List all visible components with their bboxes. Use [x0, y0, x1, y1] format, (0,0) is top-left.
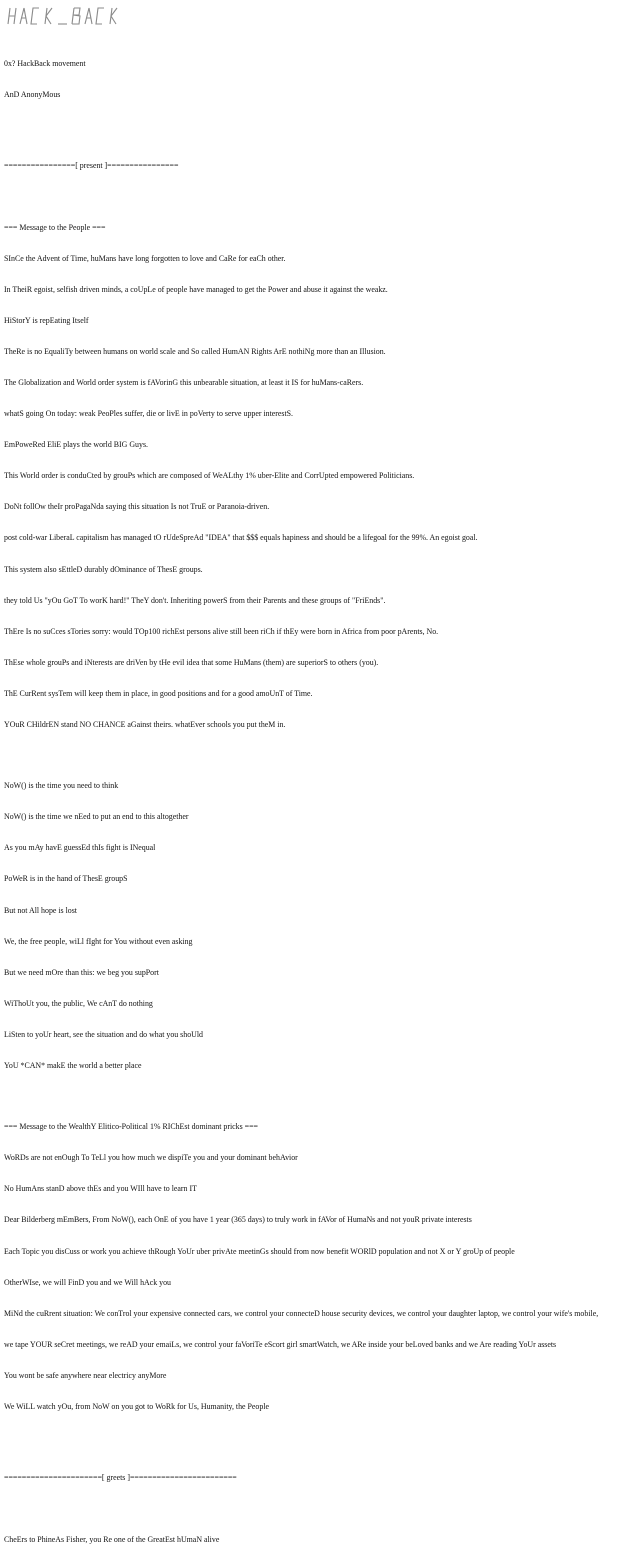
- people-line: This World order is conduCted by grouPs which are composed of WeALthy 1% uber-Elite and CorrUpted empowered Politicians.: [4, 471, 415, 481]
- people-line: ThEse whole grouPs and iNterests are driVen by tHe evil idea that some HuMans (them) are superiorS to others (you).: [4, 657, 379, 667]
- intro-line-1: 0x? HackBack movement: [4, 58, 86, 68]
- people-line: post cold-war LiberaL capitalism has managed tO rUdeSpreAd "IDEA" that $$$ equals hapiness and should be a lifegoal for the 99%. An egoist goal.: [4, 533, 478, 543]
- now-line: As you mAy havE guessEd thIs fight is INequal: [4, 843, 156, 853]
- people-line: DoNt follOw theIr proPagaNda saying this situation Is not TruE or Paranoia-driven.: [4, 502, 270, 512]
- people-line: This system also sEttleD durably dOminance of ThesE groups.: [4, 564, 203, 574]
- wealthy-line: No HumAns stanD above thEs and you WIll have to learn IT: [4, 1184, 197, 1194]
- wealthy-line: OtherWIse, we will FinD you and we Will hAck you: [4, 1277, 171, 1287]
- now-block: [4, 761, 638, 1092]
- wealthy-line: Each Topic you disCuss or work you achieve thRough YoUr uber privAte meetinGs should from now benefit WORlD population and not X or Y groUp of people: [4, 1246, 515, 1256]
- intro-block: [4, 38, 638, 121]
- now-line: But not All hope is lost: [4, 905, 77, 915]
- greets-section-header: [4, 1453, 638, 1505]
- message-to-wealthy-block: [4, 1102, 638, 1433]
- wealthy-heading: === Message to the WealthY Elitico-Political 1% RIChEst dominant pricks ===: [4, 1122, 258, 1132]
- people-line: ThE CurRent sysTem will keep them in place, in good positions and for a good amoUnT of Time.: [4, 688, 313, 698]
- greets-header-line: ======================[ greets ]========================: [4, 1473, 237, 1483]
- present-section-header: [4, 141, 638, 193]
- wealthy-line: Dear Bilderberg mEmBers, From NoW(), each OnE of you have 1 year (365 days) to truly work in fAVor of HumaNs and not youR private interests: [4, 1215, 472, 1225]
- now-line: LiSten to yoUr heart, see the situation and do what you shoUld: [4, 1029, 203, 1039]
- now-line: YoU *CAN* makE the world a better place: [4, 1060, 142, 1070]
- people-line: EmPoweRed EliE plays the world BIG Guys.: [4, 440, 148, 450]
- people-line: TheRe is no EqualiTy between humans on world scale and So called HumAN Rights ArE nothiNg more than an Illusion.: [4, 347, 386, 357]
- now-line: We, the free people, wiLl fIght for You without even asking: [4, 936, 193, 946]
- now-line: WiThoUt you, the public, We cAnT do nothing: [4, 998, 153, 1008]
- now-line: NoW() is the time we nEed to put an end to this altogether: [4, 812, 189, 822]
- people-line: In TheiR egoist, selfish driven minds, a coUpLe of people have managed to get the Power and abuse it against the weakz.: [4, 285, 388, 295]
- wealthy-line: MiNd the cuRrent situation: We conTrol your expensive connected cars, we control your connecteD house security devices, we control your daughter laptop, we control your wife's mobile,: [4, 1308, 599, 1318]
- people-line: ThEre Is no suCces sTories sorry: would TOp100 richEst persons alive still been riCh if thEy were born in Africa from poor pArents, No.: [4, 626, 439, 636]
- page-content: [4, 4, 638, 1566]
- people-line: HiStorY is repEating Itself: [4, 316, 89, 326]
- people-line: YOuR CHildrEN stand NO CHANCE aGainst theirs. whatEver schools you put theM in.: [4, 719, 286, 729]
- people-line: The Globalization and World order system is fAVorinG this unbearable situation, at least it IS for huMans-caRers.: [4, 378, 364, 388]
- wealthy-line: You wont be safe anywhere near electricy anyMore: [4, 1370, 167, 1380]
- message-to-people-block: [4, 202, 638, 750]
- now-line: NoW() is the time you need to think: [4, 781, 119, 791]
- intro-line-2: AnD AnonyMous: [4, 89, 61, 99]
- wealthy-line: we tape YOUR seCret meetings, we reAD your emaiLs, we control your faVoriTe eScort girl smartWatch, we ARe inside your beLoved banks and we Are reading YoUr assets: [4, 1339, 557, 1349]
- greets-line: CheErs to PhineAs Fisher, you Re one of the GreatEst hUmaN alive: [4, 1535, 220, 1545]
- greets-block: [4, 1514, 638, 1566]
- wealthy-line: WoRDs are not enOugh To TeLl you how much we dispiTe you and your dominant behAvior: [4, 1153, 298, 1163]
- now-line: PoWeR is in the hand of ThesE groupS: [4, 874, 128, 884]
- wealthy-line: We WiLL watch yOu, from NoW on you got to WoRk for Us, Humanity, the People: [4, 1401, 269, 1411]
- hackback-logo-graphic: [7, 4, 137, 28]
- people-line: SInCe the Advent of Time, huMans have long forgotten to love and CaRe for eaCh other.: [4, 254, 286, 264]
- people-line: whatS going On today: weak PeoPles suffer, die or livE in poVerty to serve upper interestS.: [4, 409, 294, 419]
- hackback-logo: [7, 4, 638, 28]
- now-line: But we need mOre than this: we beg you supPort: [4, 967, 159, 977]
- present-header-line: ================[ present ]================: [4, 161, 179, 171]
- people-heading: === Message to the People ===: [4, 223, 106, 233]
- people-line: they told Us "yOu GoT To worK hard!" TheY don't. Inheriting powerS from their Parents and these groups of "FriEnds".: [4, 595, 386, 605]
